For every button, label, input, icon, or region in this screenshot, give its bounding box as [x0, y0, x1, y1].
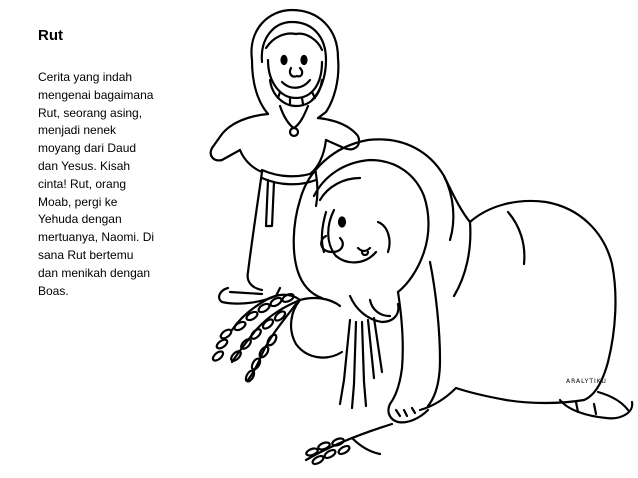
body-line: menjadi nenek	[38, 123, 117, 138]
body-line: sana Rut bertemu	[38, 247, 134, 262]
body-line: Rut, seorang asing,	[38, 105, 143, 120]
body-line: mengenai bagaimana	[38, 87, 154, 102]
boaz-figure	[211, 10, 359, 304]
body-line: Boas.	[38, 283, 69, 298]
body-line: Moab, pergi ke	[38, 194, 118, 209]
body-line: moyang dari Daud	[38, 141, 137, 156]
body-line: cinta! Rut, orang	[38, 176, 127, 191]
body-line: Yehuda dengan	[38, 212, 122, 227]
body-line: Cerita yang indah	[38, 70, 133, 84]
slide-body-text	[38, 69, 178, 300]
body-line: dan Yesus. Kisah	[38, 158, 131, 173]
artist-signature: ARALYTIKU	[566, 378, 607, 385]
body-line: dan menikah dengan	[38, 265, 151, 280]
body-line: mertuanya, Naomi. Di	[38, 230, 155, 245]
ground-wheat-stalk	[305, 424, 392, 466]
slide-title: Rut	[38, 27, 63, 44]
boaz-and-ruth-gleaning-line-drawing-icon	[195, 0, 638, 478]
wheat-sheaf	[211, 293, 300, 383]
